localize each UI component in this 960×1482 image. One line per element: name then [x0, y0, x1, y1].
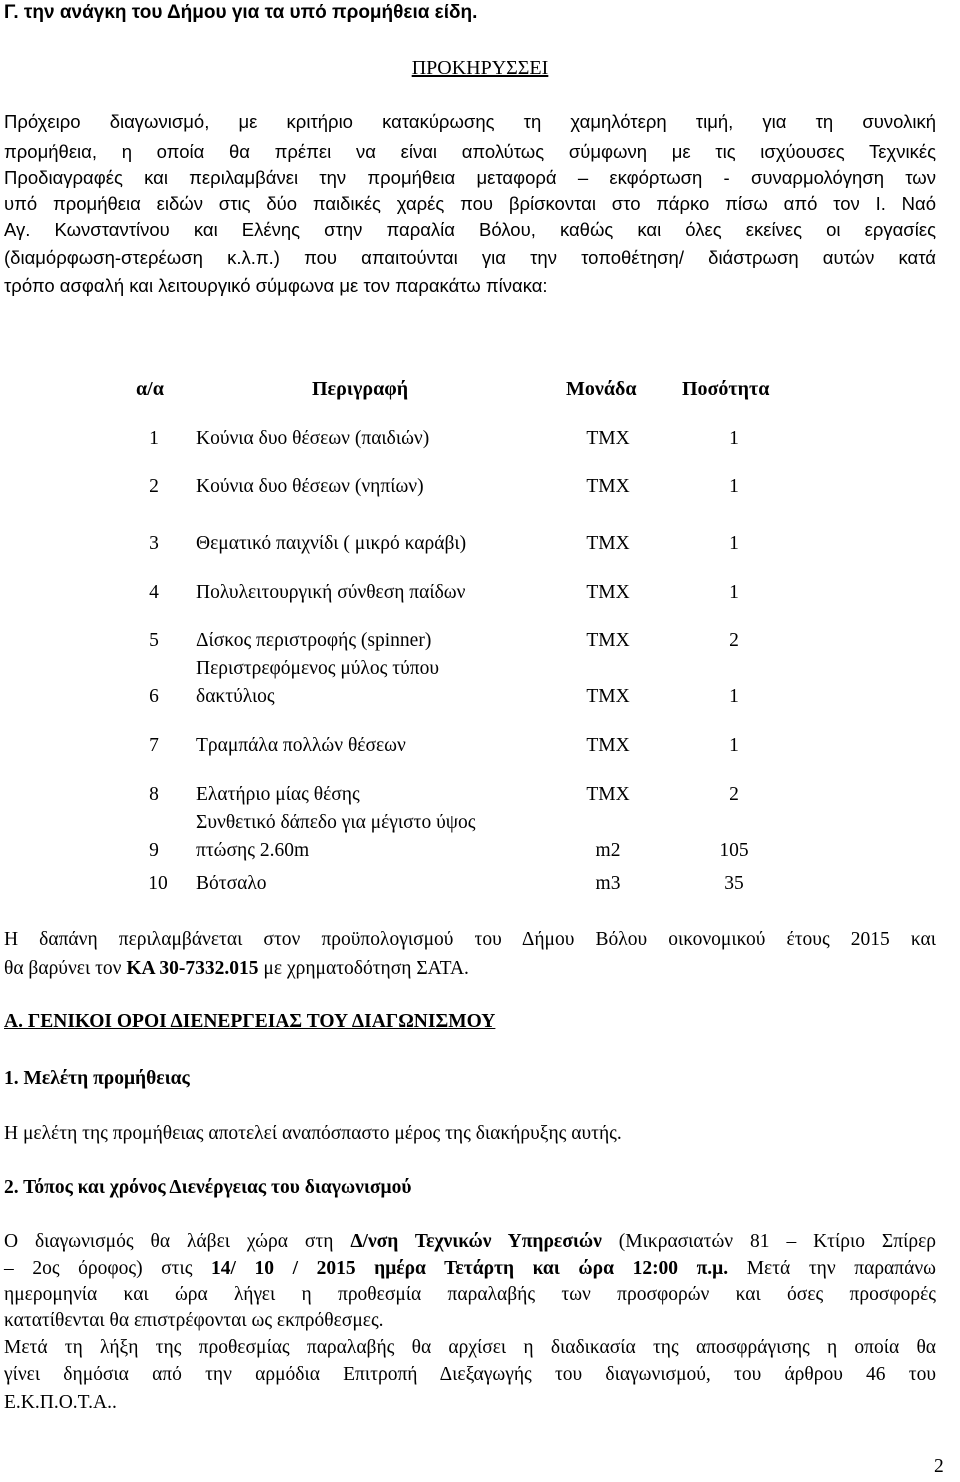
budget-account-code: ΚΑ 30-7332.015: [126, 958, 259, 979]
s2-dept: Δ/νση Τεχνικών Υπηρεσιών: [350, 1231, 602, 1252]
row-unit: ΤΜΧ: [586, 582, 630, 603]
row-quantity: 1: [729, 582, 739, 603]
header-num: α/α: [136, 378, 164, 400]
intro-line-7: τρόπο ασφαλή και λειτουργικό σύμφωνα με τον παρακάτω πίνακα:: [4, 275, 548, 296]
s2-text-a: Ο διαγωνισμός θα λάβει χώρα στη: [4, 1231, 351, 1252]
row-num: 2: [149, 476, 159, 497]
row-description: Κούνια δυο θέσεων (παιδιών): [196, 428, 430, 449]
row-unit: ΤΜΧ: [586, 784, 630, 805]
budget-text-a: θα βαρύνει τον: [4, 958, 127, 979]
row-quantity: 35: [724, 873, 744, 894]
section-2-line-4: κατατίθενται θα επιστρέφονται ως εκπρόθεσμες.: [4, 1310, 384, 1331]
budget-line-1: Η δαπάνη περιλαμβάνεται στον προϋπολογισμού του Δήμου Βόλου οικονομικού έτους 2015 και: [4, 929, 936, 950]
row-description: Ελατήριο μίας θέσης: [196, 784, 360, 805]
intro-line-3: Προδιαγραφές και περιλαμβάνει την προμήθεια μεταφορά – εκφόρτωση - συναρμολόγηση των: [4, 167, 936, 188]
row-description-line1: Περιστρεφόμενος μύλος τύπου: [196, 658, 439, 679]
header-quantity: Ποσότητα: [682, 378, 770, 400]
budget-line-2: [4, 958, 469, 980]
section-a-title: Α. ΓΕΝΙΚΟΙ ΟΡΟΙ ΔΙΕΝΕΡΓΕΙΑΣ ΤΟΥ ΔΙΑΓΩΝΙΣΜΟΥ: [4, 1011, 496, 1032]
row-quantity: 1: [729, 533, 739, 554]
row-unit: ΤΜΧ: [586, 630, 630, 651]
row-num: 10: [148, 873, 168, 894]
page-heading: ΠΡΟΚΗΡΥΣΣΕΙ: [411, 57, 549, 79]
row-quantity: 2: [729, 630, 739, 651]
row-description-line2: δακτύλιος: [196, 686, 275, 707]
row-num: 1: [149, 428, 159, 449]
intro-line-6: (διαμόρφωση-στερέωση κ.λ.π.) που απαιτούνται για την τοποθέτηση/ διάστρωση αυτών κατά: [4, 247, 936, 268]
page-number: 2: [934, 1456, 944, 1477]
row-num: 6: [149, 686, 159, 707]
row-description: Δίσκος περιστροφής (spinner): [196, 630, 432, 651]
section-2-title: 2. Τόπος και χρόνος Διενέργειας του διαγωνισμού: [4, 1177, 412, 1198]
row-description: Πολυλειτουργική σύνθεση παίδων: [196, 582, 466, 603]
s2-text-after: Μετά την παραπάνω: [728, 1258, 936, 1279]
row-unit: ΤΜΧ: [586, 735, 630, 756]
row-description: Θεματικό παιχνίδι ( μικρό καράβι): [196, 533, 467, 554]
row-unit: ΤΜΧ: [586, 686, 630, 707]
row-quantity: 1: [729, 428, 739, 449]
section-2-line-1: [4, 1231, 936, 1253]
section-1-title: 1. Μελέτη προμήθειας: [4, 1068, 190, 1089]
row-quantity: 1: [729, 735, 739, 756]
row-num: 8: [149, 784, 159, 805]
row-quantity: 105: [719, 840, 749, 861]
intro-line-1: Πρόχειρο διαγωνισμό, με κριτήριο κατακύρωσης τη χαμηλότερη τιμή, για τη συνολική: [4, 111, 936, 132]
row-num: 5: [149, 630, 159, 651]
row-quantity: 2: [729, 784, 739, 805]
header-unit: Μονάδα: [566, 378, 637, 400]
row-num: 3: [149, 533, 159, 554]
row-num: 9: [149, 840, 159, 861]
row-description-line1: Συνθετικό δάπεδο για μέγιστο ύψος: [196, 812, 476, 833]
row-unit: ΤΜΧ: [586, 533, 630, 554]
row-num: 7: [149, 735, 159, 756]
header-description: Περιγραφή: [312, 378, 409, 400]
row-unit: m2: [595, 840, 621, 861]
section-2-line-6: γίνει δημόσια από την αρμόδια Επιτροπή Διεξαγωγής του διαγωνισμού, του άρθρου 46 του: [4, 1364, 936, 1385]
row-unit: ΤΜΧ: [586, 476, 630, 497]
budget-text-c: με χρηματοδότηση ΣΑΤΑ.: [258, 958, 469, 979]
section-2-line-7: Ε.Κ.Π.Ο.Τ.Α..: [4, 1392, 117, 1413]
row-description: Κούνια δυο θέσεων (νηπίων): [196, 476, 424, 497]
row-description-line2: πτώσης 2.60m: [196, 840, 310, 861]
row-description: Βότσαλο: [196, 873, 267, 894]
row-num: 4: [149, 582, 159, 603]
row-unit: m3: [595, 873, 621, 894]
top-line: Γ. την ανάγκη του Δήμου για τα υπό προμήθεια είδη.: [4, 2, 478, 23]
s2-date-time: 14/ 10 / 2015 ημέρα Τετάρτη και ώρα 12:00 π.μ.: [211, 1258, 729, 1279]
section-2-line-2: [4, 1258, 936, 1280]
section-1-text: Η μελέτη της προμήθειας αποτελεί αναπόσπαστο μέρος της διακήρυξης αυτής.: [4, 1123, 622, 1144]
section-2-line-5: Μετά τη λήξη της προθεσμίας παραλαβής θα αρχίσει η διαδικασία της αποσφράγισης η οποία θα: [4, 1337, 936, 1358]
intro-line-2: προμήθεια, η οποία θα πρέπει να είναι απολύτως σύμφωνη με τις ισχύουσες Τεχνικές: [4, 141, 936, 162]
row-description: Τραμπάλα πολλών θέσεων: [196, 735, 406, 756]
row-quantity: 1: [729, 686, 739, 707]
section-2-line-3: ημερομηνία και ώρα λήγει η προθεσμία παραλαβής των προσφορών και όσες προσφορές: [4, 1284, 936, 1305]
s2-floor: – 2ος όροφος) στις: [4, 1258, 212, 1279]
row-quantity: 1: [729, 476, 739, 497]
intro-line-4: υπό προμήθεια ειδών στις δύο παιδικές χαρές που βρίσκονται στο πάρκο πίσω από τον Ι. Ναό: [4, 193, 936, 214]
s2-text-c: (Μικρασιατών 81 – Κτίριο Σπίρερ: [601, 1231, 937, 1252]
row-unit: ΤΜΧ: [586, 428, 630, 449]
intro-line-5: Αγ. Κωνσταντίνου και Ελένης στην παραλία Βόλου, καθώς και όλες εκείνες οι εργασίες: [4, 219, 936, 240]
